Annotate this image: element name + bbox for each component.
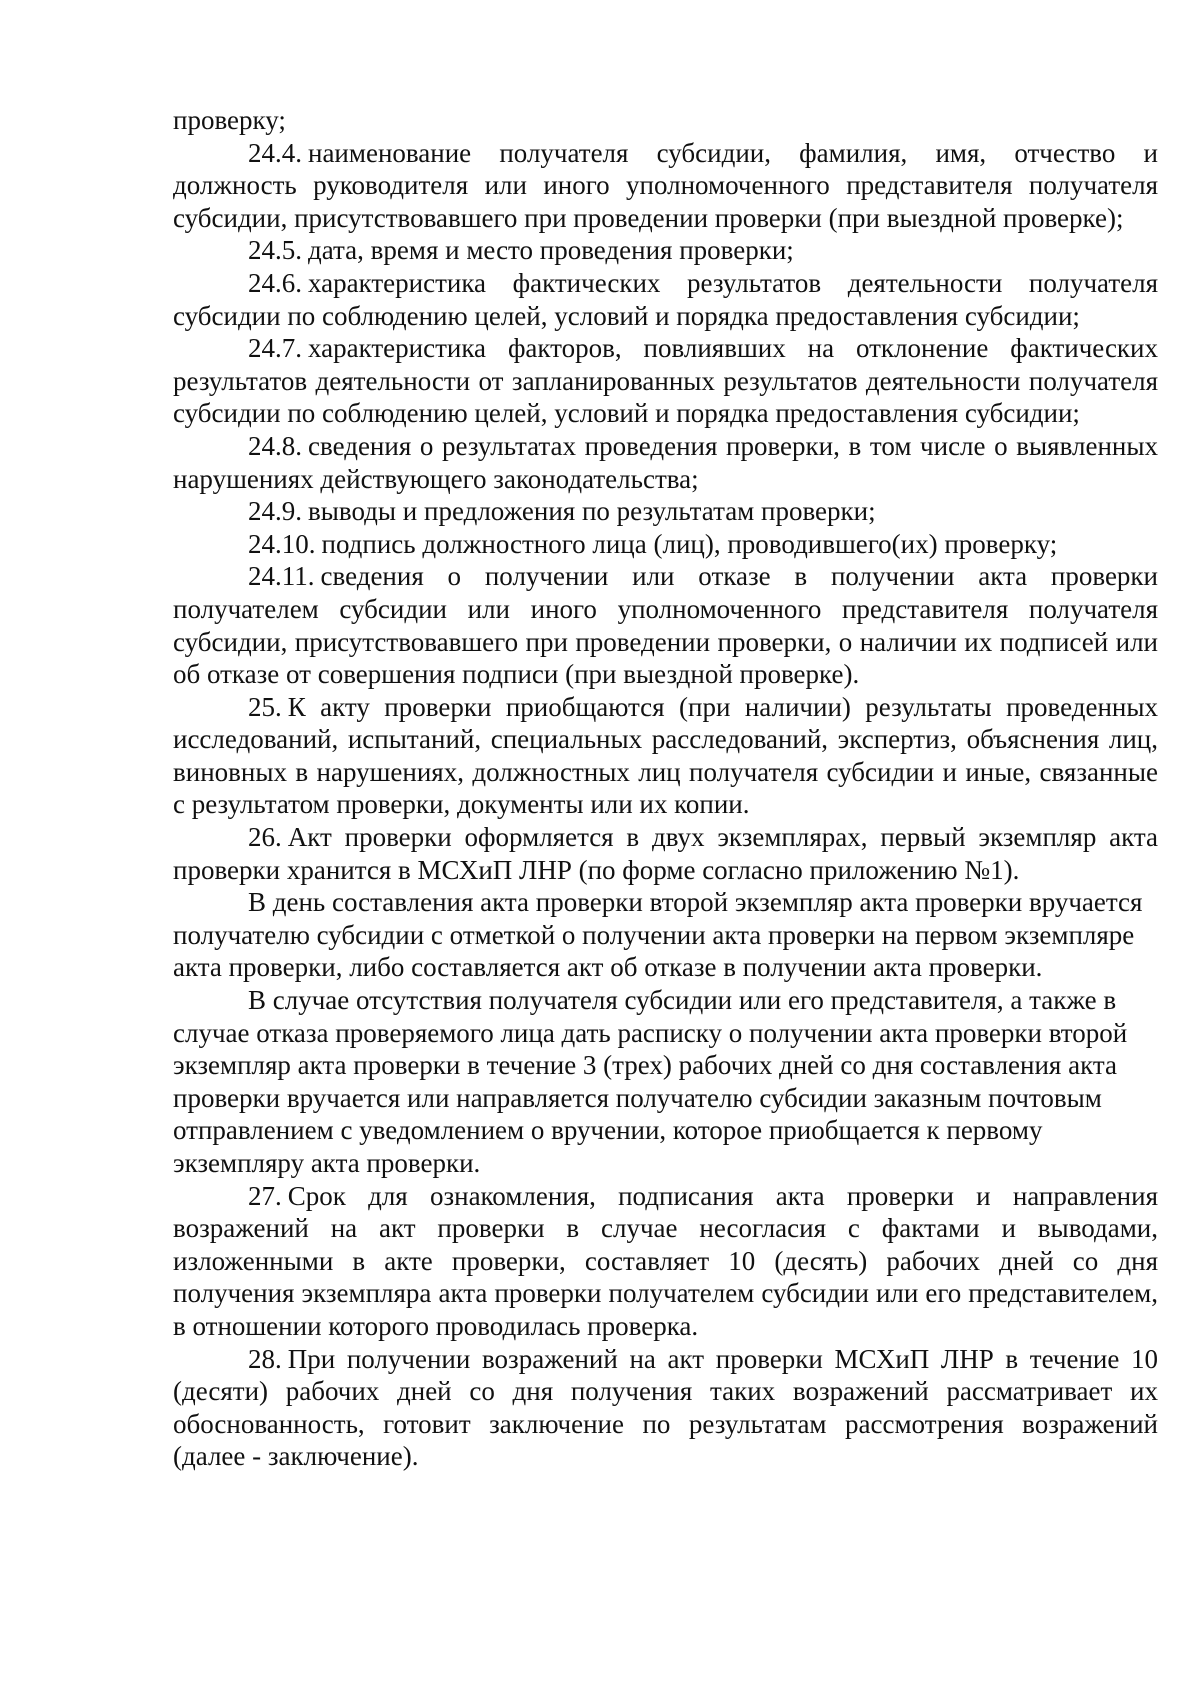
- paragraph-24-6: [173, 267, 1158, 332]
- paragraph-24-8: [173, 430, 1158, 495]
- paragraph-text: В случае отсутствия получателя субсидии или его представителя, а также в случае отказа проверяемого лица дать расписку о получении акта проверки второй экземпляр акта проверки в течение 3 (трех) рабочих дней со дня составления акта проверки вручается или направляется получателю субсидии заказным почтовым отправлением с уведомлением о вручении, которое приобщается к первому экземпляру акта проверки.: [173, 985, 1128, 1178]
- paragraph-number: 25.: [248, 691, 282, 722]
- paragraph-text: характеристика факторов, повлиявших на отклонение фактических результатов деятельности от запланированных результатов деятельности получателя субсидии по соблюдению целей, условий и порядка предоставления субсидии;: [173, 333, 1158, 429]
- paragraph-27: [173, 1180, 1158, 1343]
- paragraph-number: 28.: [248, 1343, 282, 1374]
- paragraph-text: дата, время и место проведения проверки;: [308, 235, 794, 266]
- paragraph-text: проверку;: [173, 105, 286, 135]
- paragraph-number: 24.4.: [248, 137, 302, 168]
- paragraph-25: [173, 691, 1158, 821]
- paragraph-24-7: [173, 332, 1158, 430]
- paragraph-24-10: [173, 528, 1158, 561]
- paragraph-number: 24.5.: [248, 235, 302, 266]
- paragraph-number: 24.8.: [248, 430, 302, 461]
- paragraph-text: К акту проверки приобщаются (при наличии) результаты проведенных исследований, испытаний, специальных расследований, экспертиз, объяснения лиц, виновных в нарушениях, должностных лиц получателя субсидии и иные, связанные с результатом проверки, документы или их копии.: [173, 691, 1158, 820]
- paragraph-24-11: [173, 560, 1158, 690]
- paragraph-28: [173, 1343, 1158, 1473]
- paragraph-number: 24.7.: [248, 333, 302, 364]
- paragraph-text: выводы и предложения по результатам проверки;: [308, 496, 876, 527]
- paragraph-text: сведения о получении или отказе в получении акта проверки получателем субсидии или иного уполномоченного представителя получателя субсидии, присутствовавшего при проведении проверки, о наличии их подписей или об отказе от совершения подписи (при выездной проверке).: [173, 561, 1158, 690]
- paragraph-24-4: [173, 137, 1158, 235]
- paragraph-number: 24.6.: [248, 267, 302, 298]
- paragraph-text: В день составления акта проверки второй экземпляр акта проверки вручается получателю субсидии с отметкой о получении акта проверки на первом экземпляре акта проверки, либо составляется акт об отказе в получении акта проверки.: [173, 887, 1143, 983]
- paragraph-text: подпись должностного лица (лиц), проводившего(их) проверку;: [321, 528, 1058, 559]
- paragraph-text: Срок для ознакомления, подписания акта проверки и направления возражений на акт проверки в случае несогласия с фактами и выводами, изложенными в акте проверки, составляет 10 (десять) рабочих дней со дня получения экземпляра акта проверки получателем субсидии или его представителем, в отношении которого проводилась проверка.: [173, 1180, 1158, 1341]
- document-body: [173, 104, 1158, 1473]
- paragraph-26: [173, 821, 1158, 886]
- paragraph-number: 24.10.: [248, 528, 316, 559]
- paragraph-number: 24.9.: [248, 496, 302, 527]
- paragraph-text: Акт проверки оформляется в двух экземплярах, первый экземпляр акта проверки хранится в МСХиП ЛНР (по форме согласно приложению №1).: [173, 822, 1158, 885]
- paragraph-24-5: [173, 234, 1158, 267]
- paragraph-text: характеристика фактических результатов деятельности получателя субсидии по соблюдению целей, условий и порядка предоставления субсидии;: [173, 267, 1158, 331]
- paragraph-26-delivery: [173, 886, 1158, 984]
- paragraph-number: 24.11.: [248, 561, 315, 592]
- paragraph-text: наименование получателя субсидии, фамилия, имя, отчество и должность руководителя или иного уполномоченного представителя получателя субсидии, присутствовавшего при проведении проверки (при выездной проверке);: [173, 137, 1158, 233]
- paragraph-number: 26.: [248, 822, 282, 853]
- paragraph-text: сведения о результатах проведения проверки, в том числе о выявленных нарушениях действующего законодательства;: [173, 430, 1158, 494]
- paragraph-26-absence: [173, 984, 1158, 1180]
- paragraph-24-9: [173, 495, 1158, 528]
- paragraph-continuation: [173, 104, 1158, 137]
- paragraph-number: 27.: [248, 1180, 282, 1211]
- paragraph-text: При получении возражений на акт проверки МСХиП ЛНР в течение 10 (десяти) рабочих дней со дня получения таких возражений рассматривает их обоснованность, готовит заключение по результатам рассмотрения возражений (далее - заключение).: [173, 1343, 1158, 1472]
